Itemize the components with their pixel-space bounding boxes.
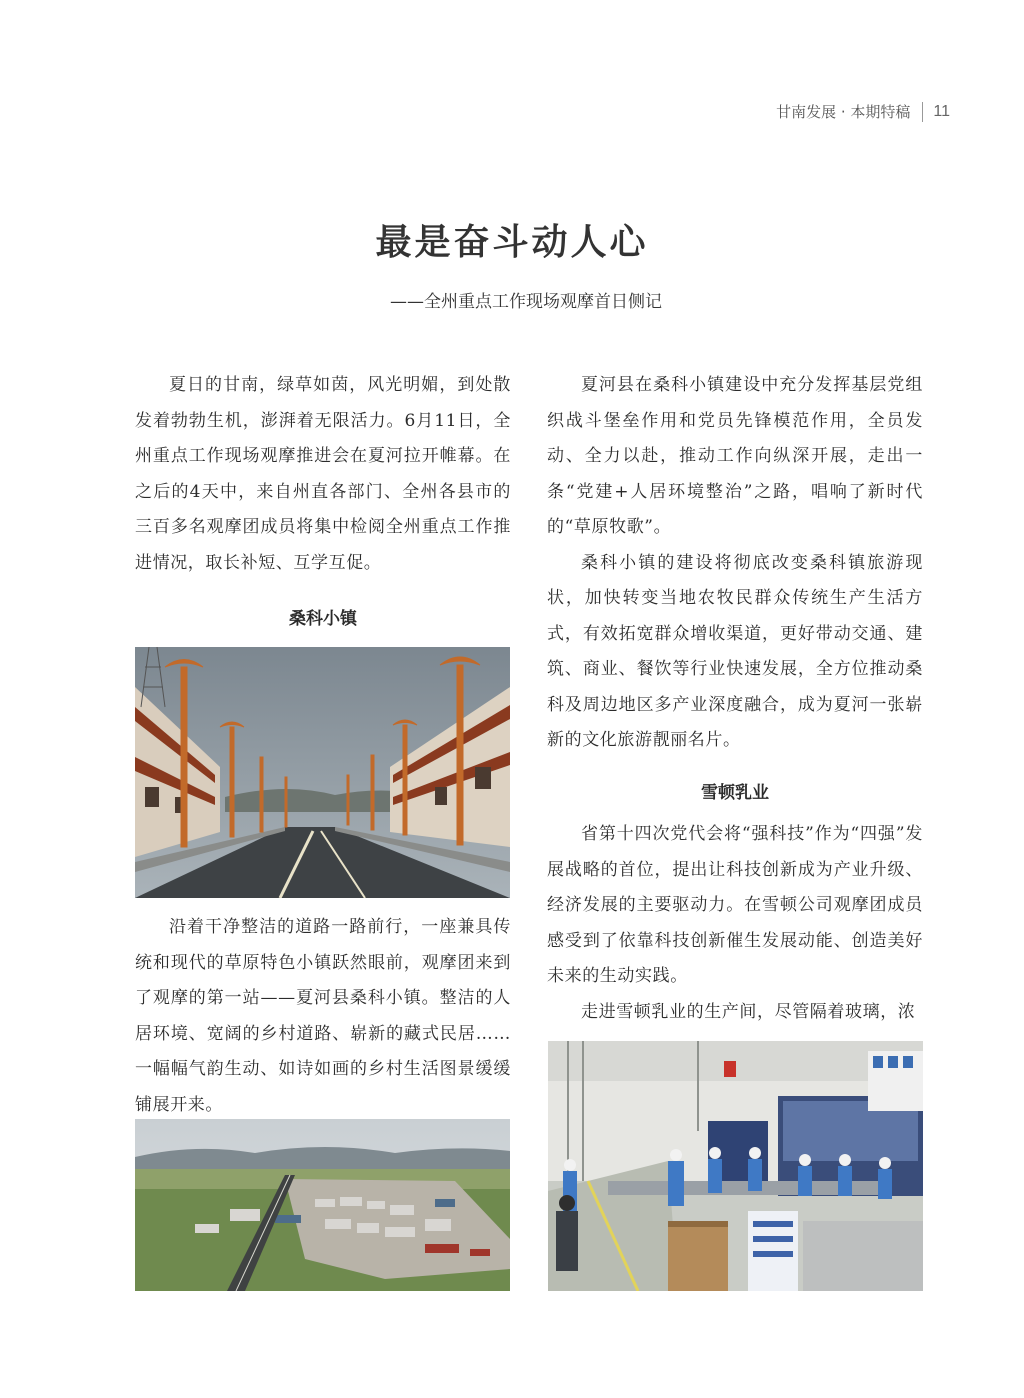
- article-title: 最是奋斗动人心: [375, 221, 649, 263]
- section-heading-sangke: 桑科小镇: [289, 609, 357, 629]
- intro-paragraph: 夏日的甘南，绿草如茵，风光明媚，到处散发着勃勃生机，澎湃着无限活力。6月11日，全州重点工作现场观摩推进会在夏河拉开帷幕。在之后的4天中，来自州直各部门、全州各县市的三百多名观摩团成员将集中检阅全州重点工作推进情况，取长补短、互学互促。: [135, 375, 511, 573]
- header-divider: [922, 102, 923, 122]
- section-heading-xuedun: 雪顿乳业: [701, 783, 769, 803]
- section2-heading-wrap: [547, 778, 923, 803]
- article-subtitle: ——全州重点工作现场观摩首日侧记: [390, 292, 662, 312]
- technology-paragraph: 省第十四次党代会将“强科技”作为“四强”发展战略的首位，提出让科技创新成为产业升级、经济发展的主要驱动力。在雪顿公司观摩团成员感受到了依靠科技创新催生发展动能、创造美好未来的生动实践。: [547, 824, 923, 986]
- page-number: 11: [933, 102, 950, 120]
- tourism-paragraph: 桑科小镇的建设将彻底改变桑科镇旅游现状，加快转变当地农牧民群众传统生产生活方式，有效拓宽群众增收渠道，更好带动交通、建筑、商业、餐饮等行业快速发展，全方位推动桑科及周边地区多产业深度融合，成为夏河一张崭新的文化旅游靓丽名片。: [547, 552, 923, 750]
- header-section: 甘南发展 · 本期特稿: [776, 103, 911, 121]
- running-header: [776, 101, 950, 122]
- left-intro: [135, 368, 511, 581]
- section1-heading-wrap: [135, 604, 511, 629]
- town-street-photo: [135, 647, 510, 898]
- right-column-bottom: [547, 817, 923, 1030]
- right-column-top: [547, 368, 923, 759]
- dairy-factory-photo: [548, 1041, 923, 1291]
- party-building-paragraph: 夏河县在桑科小镇建设中充分发挥基层党组织战斗堡垒作用和党员先锋模范作用，全员发动、全力以赴，推动工作向纵深开展，走出一条“党建+人居环境整治”之路，唱响了新时代的“草原牧歌”。: [547, 375, 923, 537]
- factory-paragraph: 走进雪顿乳业的生产间，尽管隔着玻璃，浓: [581, 1001, 916, 1022]
- sangke-paragraph: 沿着干净整洁的道路一路前行，一座兼具传统和现代的草原特色小镇跃然眼前，观摩团来到了观摩的第一站——夏河县桑科小镇。整洁的人居环境、宽阔的乡村道路、崭新的藏式民居……一幅幅气韵生动、如诗如画的乡村生活图景缓缓铺展开来。: [135, 917, 511, 1115]
- left-section1-text: [135, 910, 511, 1123]
- aerial-town-photo: [135, 1119, 510, 1291]
